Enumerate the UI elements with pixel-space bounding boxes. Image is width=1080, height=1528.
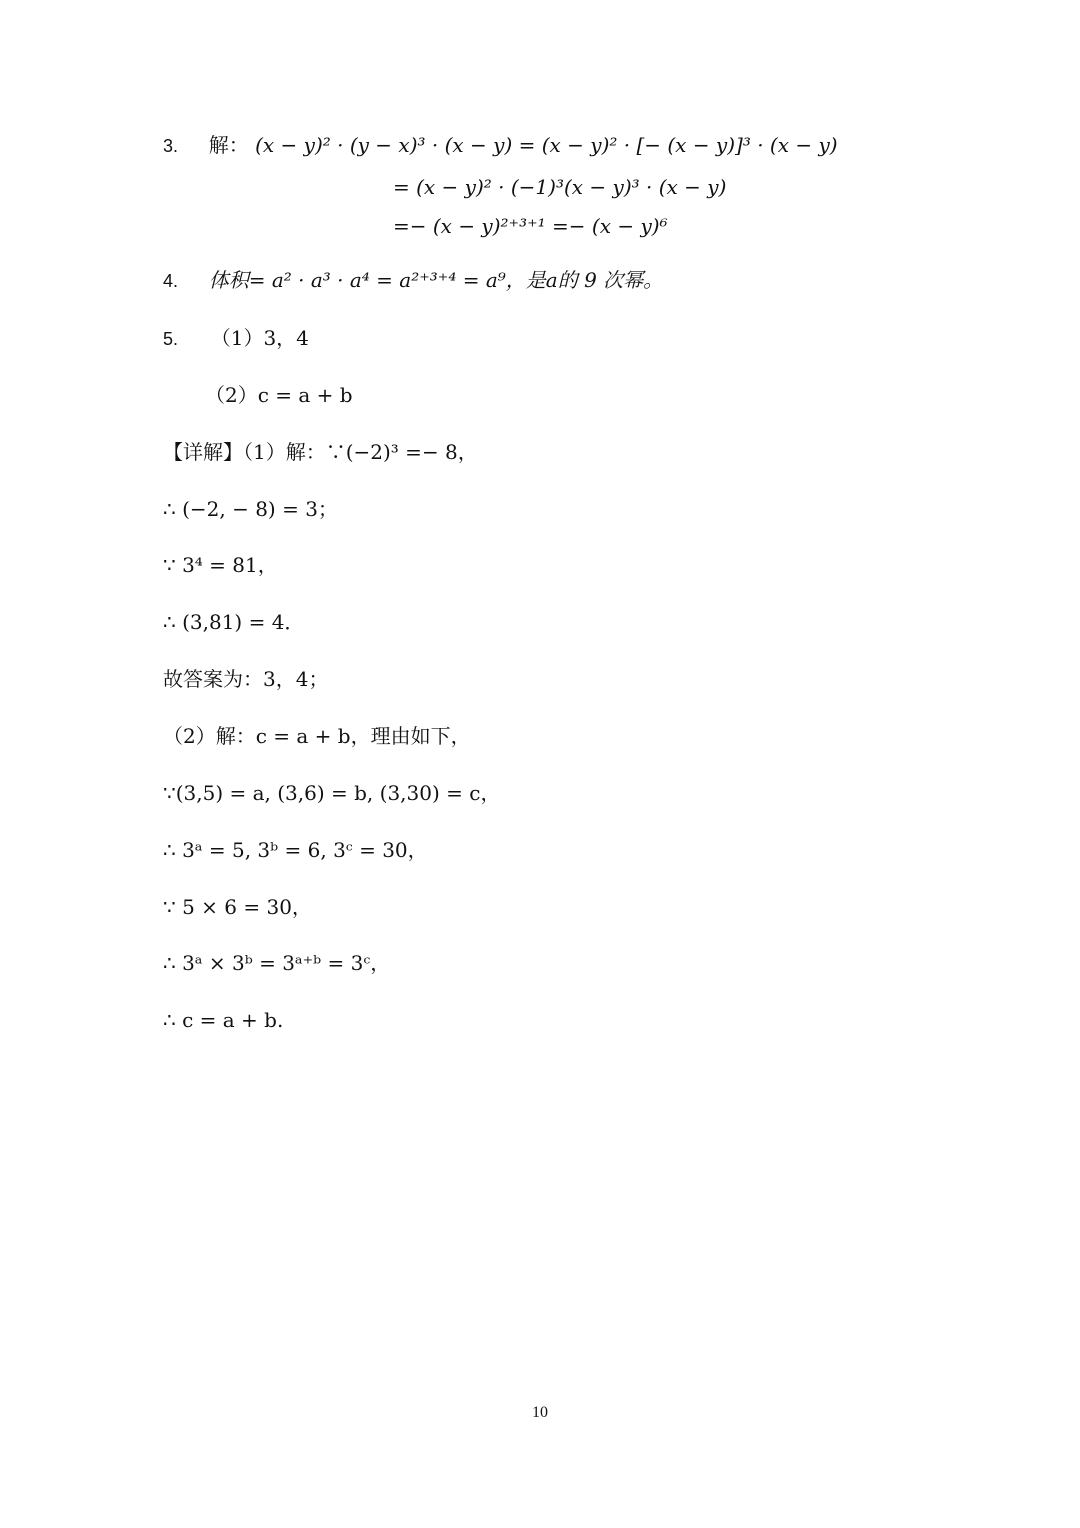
detail-line-3: ∵ 3⁴ = 81， xyxy=(163,553,278,577)
problem-4-number: 4. xyxy=(163,271,179,291)
problem-3-line-2 xyxy=(393,173,726,201)
problem-5-line-2 xyxy=(205,381,353,409)
problem-5-part-2: （2）c = a + b xyxy=(205,383,353,407)
problem-3-step-3: =− (x − y)²⁺³⁺¹ =− (x − y)⁶ xyxy=(393,214,668,238)
problem-3-line-3 xyxy=(393,212,668,240)
detail-line-8: ∴ 3ᵃ = 5, 3ᵇ = 6, 3ᶜ = 30， xyxy=(163,838,428,862)
detail-line-9: ∵ 5 × 6 = 30， xyxy=(163,895,312,919)
detail-line-1: 【详解】（1）解：∵(−2)³ =− 8， xyxy=(163,440,478,464)
detail-line-7: ∵(3,5) = a, (3,6) = b, (3,30) = c， xyxy=(163,781,501,805)
detail-line-11: ∴ c = a + b. xyxy=(163,1008,284,1032)
problem-4-text: 体积= a² · a³ · a⁴ = a²⁺³⁺⁴ = a⁹，是a的 9 次幂。 xyxy=(208,268,664,292)
problem-5-line-1 xyxy=(163,324,309,353)
problem-3-line-1 xyxy=(163,131,838,160)
problem-3-step-2: = (x − y)² · (−1)³(x − y)³ · (x − y) xyxy=(393,175,727,199)
detail-line-10: ∴ 3ᵃ × 3ᵇ = 3ᵃ⁺ᵇ = 3ᶜ， xyxy=(163,951,391,975)
detail-line-2: ∴ (−2, − 8) = 3； xyxy=(163,497,338,521)
problem-5-part-1: （1）3，4 xyxy=(210,326,309,350)
problem-3-number: 3. xyxy=(163,136,179,156)
problem-5-number: 5. xyxy=(163,329,179,349)
problem-3-label: 解： xyxy=(208,133,249,157)
problem-4-line xyxy=(163,266,663,295)
detail-line-4: ∴ (3,81) = 4． xyxy=(163,610,305,634)
problem-3-equation: (x − y)² · (y − x)³ · (x − y) = (x − y)² · [− (x − y)]³ · (x − y) xyxy=(255,133,838,157)
page-number: 10 xyxy=(532,1404,548,1421)
detail-line-6: （2）解：c = a + b，理由如下， xyxy=(163,724,471,748)
detail-line-5: 故答案为：3，4； xyxy=(163,667,329,691)
